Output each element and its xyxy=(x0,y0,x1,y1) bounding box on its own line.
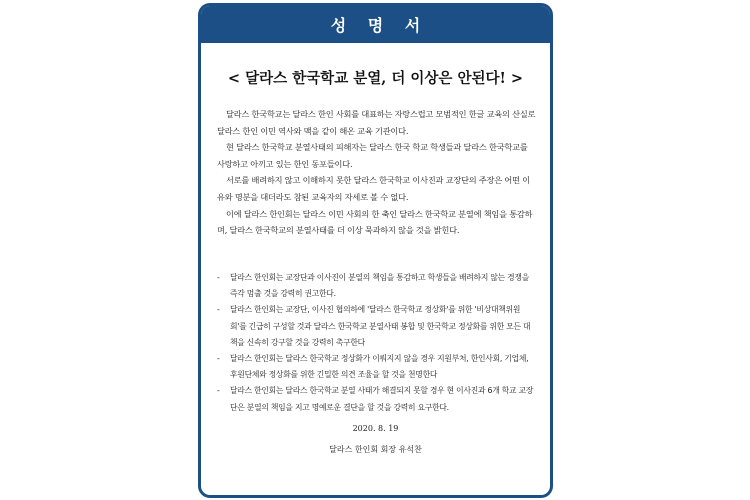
demand-bullet: - xyxy=(217,305,220,315)
demand-text: 달라스 한인회는 교장단, 이사진 협의하에 '달라스 한국학교 정상화'를 위한 '비상대책위원회'를 긴급히 구성할 것과 달라스 한국학교 분열사태 봉합 및 한국학교 정상화를 위한 모든 대책을 신속히 강구할 것을 강력히 촉구한다 xyxy=(230,305,531,347)
body-paragraph: 달라스 한국학교는 달라스 한인 사회를 대표하는 자랑스럽고 모범적인 한글 교육의 산실로 달라스 한인 이민 역사와 맥을 같이 해온 교육 기관이다. xyxy=(217,109,536,136)
demand-text: 달라스 한인회는 교장단과 이사진이 분열의 책임을 통감하고 학생들을 배려하지 않는 경쟁을 즉각 멈출 것을 강력히 권고한다. xyxy=(230,273,529,299)
statement-signer: 달라스 한인회 회장 유석찬 xyxy=(329,445,422,454)
statement-date: 2020. 8. 19 xyxy=(352,424,399,433)
demand-item xyxy=(217,270,536,302)
body-paragraph: 서로를 배려하지 않고 이해하지 못한 달라스 한국학교 이사진과 교장단의 주장은 어떤 이유와 명분을 대더라도 참된 교육자의 자세로 볼 수 없다. xyxy=(217,175,530,202)
statement-frame xyxy=(198,3,553,498)
statement-title: 성 명 서 xyxy=(201,6,550,43)
statement-body xyxy=(217,106,536,239)
demand-item xyxy=(217,302,536,351)
demand-item xyxy=(217,351,536,383)
demand-bullet: - xyxy=(217,354,220,364)
demand-bullet: - xyxy=(217,273,220,282)
demand-text: 달라스 한인회는 달라스 한국학교 정상화가 이뤄지지 않을 경우 지원부처, 한인사회, 기업체, 후원단체와 정상화를 위한 긴밀한 의견 조율을 할 것을 천명한다 xyxy=(230,354,529,380)
demand-item xyxy=(217,383,536,415)
body-paragraph: 현 달라스 한국학교 분열사태의 피해자는 달라스 한국 학교 학생들과 달라스 한국학교를 사랑하고 아끼고 있는 한인 동포들이다. xyxy=(217,142,528,169)
demands-list xyxy=(217,270,536,416)
body-paragraph: 이에 달라스 한인회는 달라스 이민 사회의 한 축인 달라스 한국학교 분열에 책임을 통감하며, 달라스 한국학교의 분열사태를 더 이상 묵과하지 않을 것을 밝힌다. xyxy=(217,208,533,236)
demand-text: 달라스 한인회는 달라스 한국학교 분열 사태가 해결되지 못할 경우 현 이사진과 6개 학교 교장단은 분열의 책임을 지고 명예로운 결단을 할 것을 강력히 요구한다. xyxy=(230,386,534,412)
statement-headline: < 달라스 한국학교 분열, 더 이상은 안된다! > xyxy=(227,70,524,87)
demand-bullet: - xyxy=(217,386,220,396)
